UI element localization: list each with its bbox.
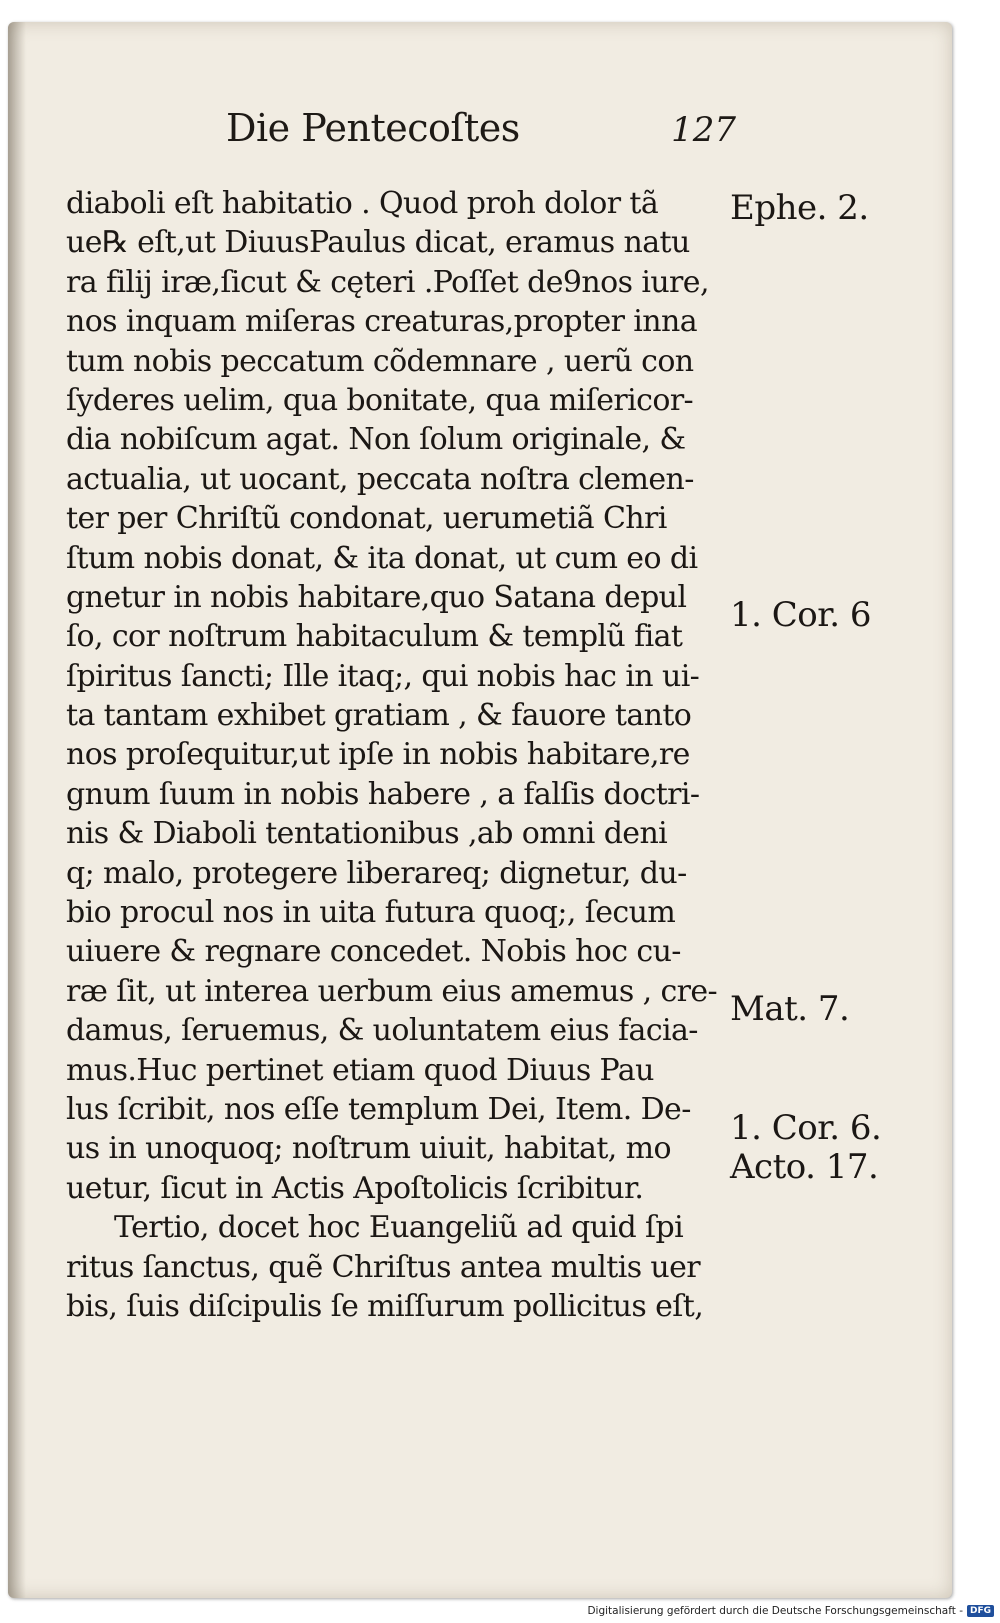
footer-credit-text: Digitalisierung gefördert durch die Deutsche Forschungsgemeinschaft - (587, 1605, 963, 1617)
body-text (66, 184, 731, 1326)
book-page (8, 22, 952, 1598)
text-line: ſyderes uelim, qua bonitate, qua miſericor‐ (66, 382, 694, 418)
dfg-logo: DFG (967, 1605, 994, 1617)
text-line: ue℞ eſt,ut DiuusPaulus dicat, eramus natu (66, 225, 690, 261)
text-line: ta tantam exhibet gratiam , & fauore tanto (66, 698, 692, 734)
text-line: gnum ſuum in nobis habere , a falſis doctri‐ (66, 776, 700, 812)
text-line: nos inquam miſeras creaturas,propter inna (66, 304, 698, 340)
margin-note: Ephe. 2. (730, 188, 869, 228)
text-line: diaboli eſt habitatio . Quod proh dolor tã (66, 186, 659, 221)
text-line: lus ſcribit, nos eſſe templum Dei, Item. De‐ (66, 1091, 691, 1127)
text-line: uetur, ſicut in Actis Apoſtolicis ſcribitur. (66, 1170, 644, 1206)
text-line: mus.Huc pertinet etiam quod Diuus Pau (66, 1052, 654, 1088)
margin-note: 1. Cor. 6. (730, 1107, 882, 1148)
text-line: us in unoquoq; noſtrum uiuit, habitat, mo (66, 1131, 671, 1167)
text-line: uiuere & regnare concedet. Nobis hoc cu‐ (66, 934, 681, 970)
text-line: nos proſequitur,ut ipſe in nobis habitare,re (66, 737, 690, 773)
text-line: ter per Chriſtũ condonat, uerumetiã Chri (66, 501, 667, 537)
text-line: dia nobiſcum agat. Non ſolum originale, & (66, 422, 686, 458)
margin-note: Mat. 7. (730, 989, 850, 1030)
text-line: ſo, cor noſtrum habitaculum & templũ fiat (66, 619, 683, 655)
margin-note: Acto. 17. (730, 1147, 879, 1187)
text-line: ra filij iræ,ſicut & cęteri .Poſſet de9nos iure, (66, 264, 709, 300)
text-line: q; malo, protegere liberareq; dignetur, du‐ (66, 855, 687, 891)
text-line: ritus ſanctus, quẽ Chriſtus antea multis uer (66, 1249, 701, 1285)
text-line: bio procul nos in uita futura quoq;, ſecum (66, 895, 676, 931)
text-line: ſtum nobis donat, & ita donat, ut cum eo di (66, 540, 698, 576)
text-line: nis & Diaboli tentationibus ,ab omni deni (66, 816, 668, 852)
margin-note: 1. Cor. 6 (730, 595, 871, 636)
footer-credit (587, 1603, 994, 1619)
running-title: Die Pentecoſtes (226, 106, 520, 150)
text-line: damus, ſeruemus, & uoluntatem eius facia‐ (66, 1013, 698, 1049)
page-header (216, 106, 736, 162)
text-line: bis, ſuis diſcipulis ſe miſſurum pollicitus eſt, (66, 1288, 704, 1324)
text-line: tum nobis peccatum cõdemnare , uerũ con (66, 343, 694, 379)
text-line: gnetur in nobis habitare,quo Satana depul (66, 579, 687, 615)
page-number: 127 (671, 110, 736, 150)
text-line: Tertio, docet hoc Euangeliũ ad quid ſpi (114, 1210, 684, 1246)
text-line: actualia, ut uocant, peccata noſtra clemen‐ (66, 461, 694, 497)
text-line: ræ ſit, ut interea uerbum eius amemus , cre‐ (66, 973, 718, 1009)
text-line: ſpiritus ſancti; Ille itaq;, qui nobis hac in ui‐ (66, 658, 700, 694)
